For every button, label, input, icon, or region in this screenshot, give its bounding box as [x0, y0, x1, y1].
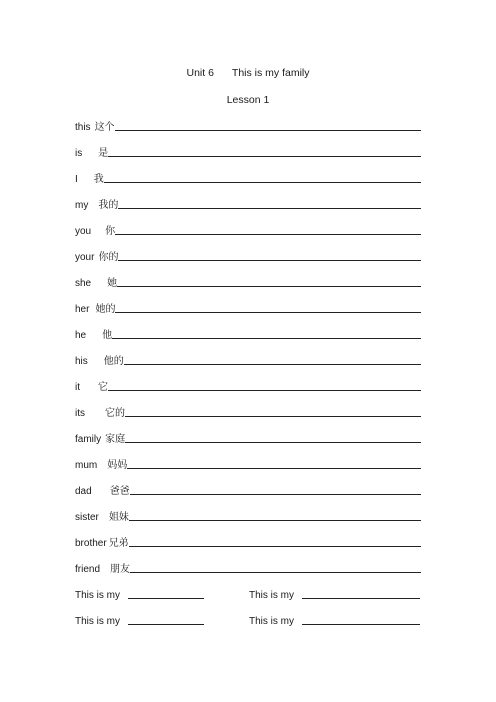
chinese-meaning: 这个	[94, 122, 115, 133]
english-word: its	[75, 408, 85, 419]
chinese-meaning: 是	[98, 148, 109, 159]
sentence-blank[interactable]	[302, 597, 420, 599]
vocab-row	[75, 119, 421, 133]
answer-line[interactable]	[129, 545, 421, 547]
english-word: brother	[75, 538, 107, 549]
answer-line[interactable]	[118, 207, 421, 209]
chinese-meaning: 你的	[98, 252, 119, 263]
vocab-row	[75, 405, 421, 419]
unit-name: This is my family	[231, 67, 310, 79]
vocab-row	[75, 353, 421, 367]
sentence-blank[interactable]	[302, 623, 420, 625]
english-word: family	[75, 434, 102, 445]
sentence-prompt: This is my	[75, 616, 120, 627]
english-word: he	[75, 330, 87, 341]
answer-line[interactable]	[108, 155, 421, 157]
chinese-meaning: 我	[93, 174, 104, 185]
english-word: your	[75, 252, 95, 263]
vocab-row	[75, 483, 421, 497]
answer-line[interactable]	[127, 467, 421, 469]
unit-title	[0, 67, 496, 79]
chinese-meaning: 兄弟	[108, 538, 129, 549]
chinese-meaning: 他	[102, 330, 113, 341]
chinese-meaning: 它	[98, 382, 108, 393]
answer-line[interactable]	[130, 493, 421, 495]
vocab-row	[75, 171, 421, 185]
english-word: sister	[75, 512, 99, 523]
vocab-row	[75, 301, 421, 315]
sentence-row	[75, 613, 421, 627]
english-word: this	[75, 122, 91, 133]
vocab-row	[75, 275, 421, 289]
english-word: her	[75, 304, 90, 315]
chinese-meaning: 妈妈	[107, 460, 128, 471]
answer-line[interactable]	[125, 441, 421, 443]
answer-line[interactable]	[115, 233, 421, 235]
answer-line[interactable]	[130, 571, 421, 573]
sentence-left	[75, 587, 204, 601]
sentence-right	[249, 587, 420, 601]
chinese-meaning: 她的	[95, 304, 116, 315]
chinese-meaning: 她	[107, 278, 118, 289]
sentence-row	[75, 587, 421, 601]
vocab-row	[75, 223, 421, 237]
sentence-blank[interactable]	[128, 597, 204, 599]
english-word: is	[75, 148, 83, 159]
english-word: it	[75, 382, 80, 393]
vocab-row	[75, 561, 421, 575]
vocab-row	[75, 509, 421, 523]
english-word: my	[75, 200, 89, 211]
sentence-prompt: This is my	[75, 590, 120, 601]
english-word: you	[75, 226, 92, 237]
chinese-meaning: 他的	[103, 356, 124, 367]
answer-line[interactable]	[125, 415, 421, 417]
answer-line[interactable]	[115, 129, 421, 131]
sentence-blank[interactable]	[128, 623, 204, 625]
sentence-right	[249, 613, 420, 627]
answer-line[interactable]	[115, 311, 421, 313]
sentence-prompt: This is my	[249, 616, 294, 627]
vocab-row	[75, 145, 421, 159]
chinese-meaning: 我的	[98, 200, 119, 211]
chinese-meaning: 朋友	[110, 564, 131, 575]
vocab-row	[75, 379, 421, 393]
english-word: friend	[75, 564, 101, 575]
sentence-prompt: This is my	[249, 590, 294, 601]
vocab-row	[75, 431, 421, 445]
chinese-meaning: 爸爸	[109, 486, 130, 497]
answer-line[interactable]	[117, 285, 421, 287]
answer-line[interactable]	[112, 337, 421, 339]
vocab-row	[75, 249, 421, 263]
english-word: I	[75, 174, 78, 185]
vocab-row	[75, 457, 421, 471]
answer-line[interactable]	[124, 363, 421, 365]
vocab-row	[75, 535, 421, 549]
english-word: his	[75, 356, 88, 367]
answer-line[interactable]	[129, 519, 421, 521]
answer-line[interactable]	[118, 259, 421, 261]
chinese-meaning: 你	[105, 226, 116, 237]
chinese-meaning: 家庭	[105, 434, 126, 445]
sentence-left	[75, 613, 204, 627]
english-word: she	[75, 278, 92, 289]
unit-number: Unit 6	[186, 67, 214, 79]
answer-line[interactable]	[108, 389, 421, 391]
answer-line[interactable]	[104, 181, 421, 183]
lesson-title: Lesson 1	[226, 94, 270, 106]
chinese-meaning: 姐妹	[108, 512, 129, 523]
chinese-meaning: 它的	[105, 408, 125, 419]
vocab-row	[75, 197, 421, 211]
english-word: mum	[75, 460, 98, 471]
english-word: dad	[75, 486, 92, 497]
vocab-row	[75, 327, 421, 341]
